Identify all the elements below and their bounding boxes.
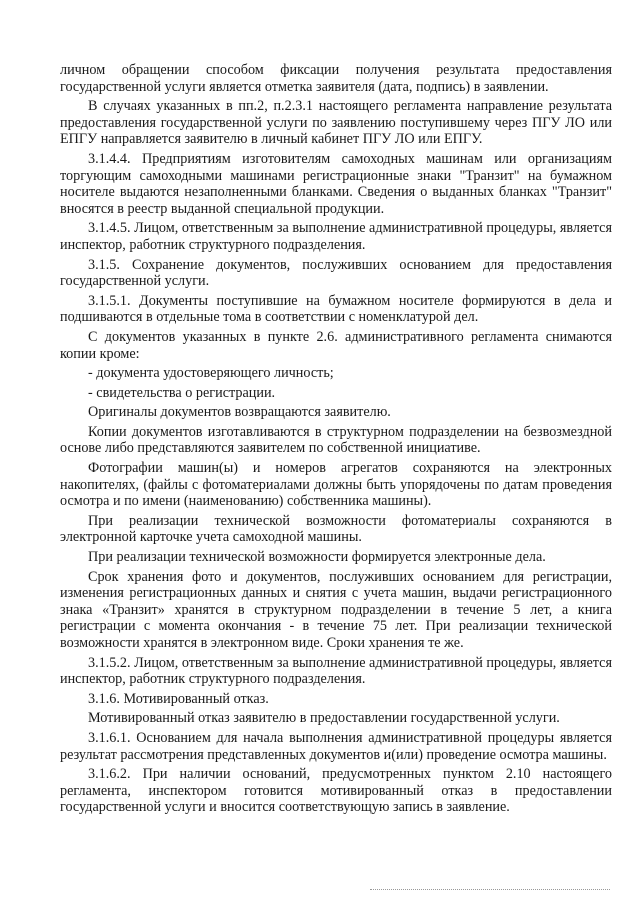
paragraph-3-1-6: 3.1.6. Мотивированный отказ. — [88, 690, 269, 707]
paragraph-continuation: личном обращении способом фиксации получения результата предоставления государственной услуги является отметка заявителя (дата, подпись) в заявлении. — [60, 62, 612, 95]
paragraph-3-1-5-2: 3.1.5.2. Лицом, ответственным за выполнение административной процедуры, является инспектор, работник структурного подразделения. — [60, 654, 612, 688]
paragraph-3-1-4-5: 3.1.4.5. Лицом, ответственным за выполнение административной процедуры, является инспектор, работник структурного подразделения. — [60, 220, 612, 253]
paragraph-photos-stored: Фотографии машин(ы) и номеров агрегатов сохраняются на электронных накопителях, (файлы с фотоматериалами должны быть упорядочены по датам проведения осмотра и по имени (наименованию) собственника машины). — [60, 460, 612, 510]
list-item-registration-certificate: - свидетельства о регистрации. — [88, 384, 276, 401]
paragraph-motivated-refusal: Мотивированный отказ заявителю в предоставлении государственной услуги. — [88, 710, 560, 727]
list-item-identity-document: - документа удостоверяющего личность; — [88, 365, 334, 382]
paragraph-copies-except: С документов указанных в пункте 2.6. административного регламента снимаются копии кроме: — [60, 328, 612, 362]
paragraph-3-1-5-1: 3.1.5.1. Документы поступившие на бумажном носителе формируются в дела и подшиваются в отдельные тома в соответствии с номенклатурой дел. — [60, 292, 612, 326]
paragraph-3-1-6-1: 3.1.6.1. Основанием для начала выполнения административной процедуры является результат рассмотрения представленных документов и(или) проведение осмотра машины. — [60, 729, 612, 763]
paragraph-photos-electronic-card: При реализации технической возможности фотоматериалы сохраняются в электронной карточке учета самоходной машины. — [60, 512, 612, 546]
paragraph-3-1-5: 3.1.5. Сохранение документов, послуживших основанием для предоставления государственной услуги. — [60, 256, 612, 290]
paragraph-result-delivery: В случаях указанных в пп.2, п.2.3.1 настоящего регламента направление результата предоставления государственной услуги по заявлению поступившему через ПГУ ЛО или ЕПГУ направляется заявителю в личный кабинет ПГУ ЛО или ЕПГУ. — [60, 98, 612, 148]
document-body — [60, 62, 612, 819]
paragraph-originals-returned: Оригиналы документов возвращаются заявителю. — [88, 404, 391, 421]
paragraph-3-1-6-2: 3.1.6.2. При наличии оснований, предусмотренных пунктом 2.10 настоящего регламента, инспектором готовится мотивированный отказ в предоставлении государственной услуги и вносится соответствующую запись в заявление. — [60, 766, 612, 816]
paragraph-electronic-files: При реализации технической возможности формируется электронные дела. — [88, 549, 546, 566]
paragraph-3-1-4-4: 3.1.4.4. Предприятиям изготовителям самоходных машинам или организациям торгующим самоходными машинами регистрационные знаки "Транзит" на бумажном носителе выдаются незаполненными бланками. Сведения о выданных бланках "Транзит" вносятся в реестр выданной специальной продукции. — [60, 150, 612, 217]
paragraph-storage-period: Срок хранения фото и документов, послуживших основанием для регистрации, изменения регистрационных данных и снятия с учета машин, выдачи регистрационного знака «Транзит» хранятся в структурном подразделении в течение 5 лет, а книга регистрации с момента окончания - в течение 75 лет. При реализации технической возможности хранятся в электронном виде. Сроки хранения те же. — [60, 568, 612, 651]
footer-divider — [370, 889, 610, 890]
paragraph-copies-made: Копии документов изготавливаются в структурном подразделении на безвозмездной основе либо представляются заявителем по собственной инициативе. — [60, 423, 612, 457]
